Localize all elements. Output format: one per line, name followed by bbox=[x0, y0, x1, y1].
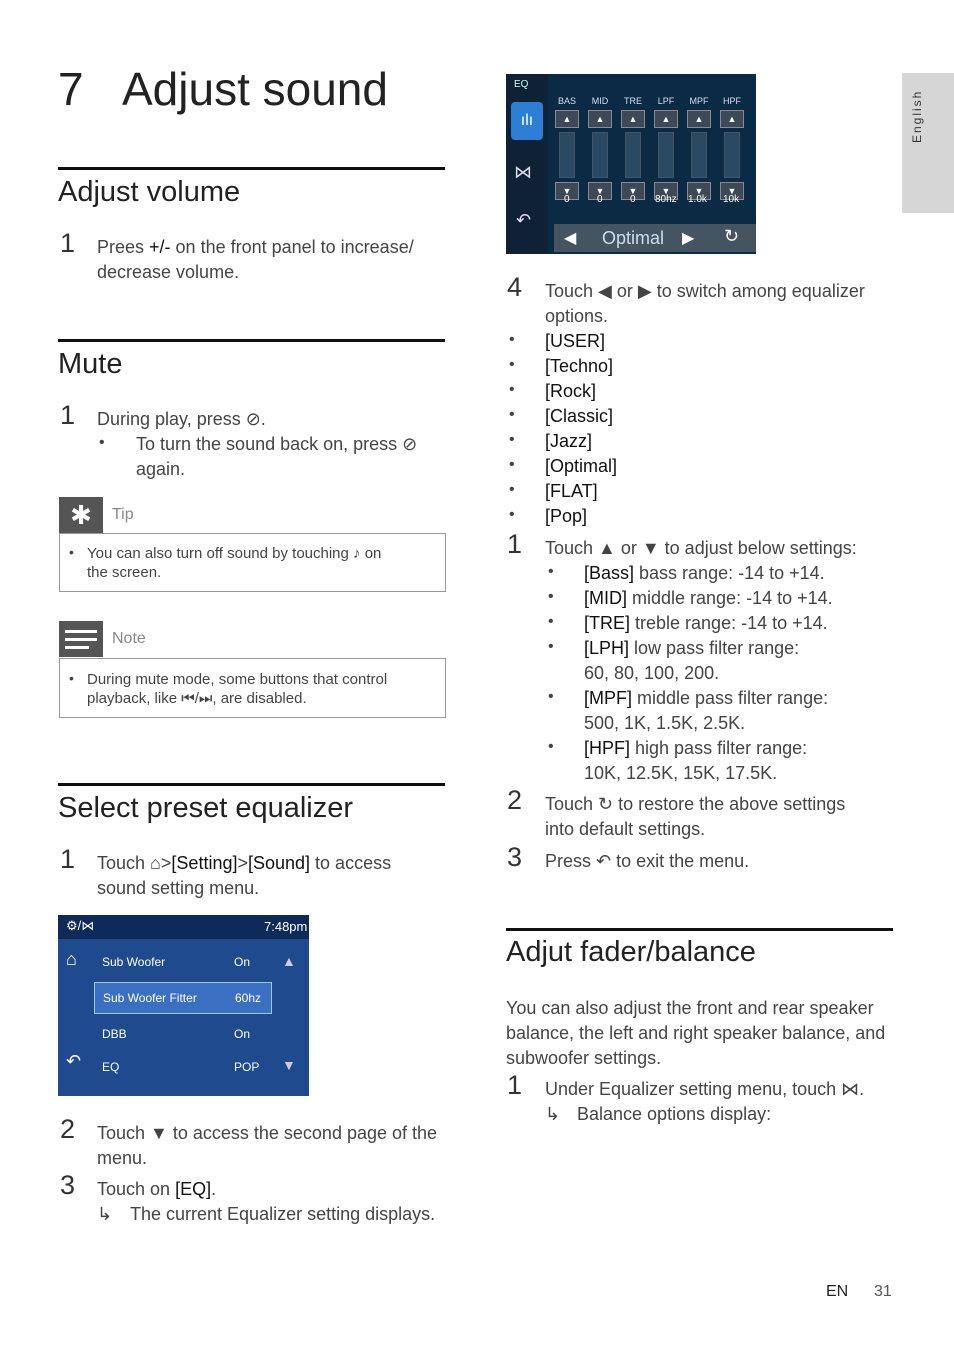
bullet: • bbox=[509, 331, 515, 348]
bullet: • bbox=[548, 563, 554, 580]
step-text: Touch on [EQ]. bbox=[97, 1179, 217, 1199]
bullet: • bbox=[548, 738, 554, 755]
result-arrow-icon: ↳ bbox=[97, 1204, 113, 1224]
bullet: • bbox=[509, 481, 515, 498]
step-number: 2 bbox=[507, 785, 523, 815]
section-rule bbox=[58, 783, 445, 786]
step-number: 1 bbox=[60, 228, 76, 258]
settings-screen bbox=[58, 915, 309, 1096]
balance-icon[interactable]: ⋈ bbox=[514, 162, 532, 182]
scroll-down-icon[interactable]: ▼ bbox=[282, 1057, 296, 1073]
home-icon[interactable]: ⌂ bbox=[66, 949, 77, 969]
bullet: • bbox=[509, 456, 515, 473]
settings-row[interactable]: Sub Woofer On bbox=[102, 955, 251, 969]
settings-row[interactable]: DBB On bbox=[102, 1027, 251, 1041]
eq-preset-name: Optimal bbox=[602, 228, 665, 248]
bullet: • bbox=[69, 544, 74, 560]
step-number: 4 bbox=[507, 272, 523, 302]
eq-option: [Techno] bbox=[545, 356, 614, 376]
language-tab-label: English bbox=[910, 89, 924, 143]
bullet: • bbox=[509, 406, 515, 423]
clock: 7:48pm bbox=[264, 919, 308, 934]
step-text: Under Equalizer setting menu, touch ⋈. bbox=[545, 1079, 865, 1099]
eq-band-slider[interactable]: LPF ▲ ▼ bbox=[653, 96, 679, 216]
step-number: 1 bbox=[507, 529, 523, 559]
step-text: Touch ▼ to access the second page of the bbox=[97, 1123, 438, 1143]
step-text: Touch ▲ or ▼ to adjust below settings: bbox=[545, 538, 857, 558]
result-text: Balance options display: bbox=[577, 1104, 772, 1124]
reset-icon[interactable]: ↻ bbox=[724, 226, 740, 246]
section-rule bbox=[58, 167, 445, 170]
paragraph: balance, the left and right speaker balance, and bbox=[506, 1023, 886, 1043]
settings-top-bar bbox=[58, 915, 309, 939]
bullet: • bbox=[509, 506, 515, 523]
settings-gear-icon: ⚙/⋈ bbox=[66, 918, 95, 933]
back-icon[interactable]: ↶ bbox=[516, 210, 532, 230]
eq-band-value: 0 bbox=[597, 194, 603, 205]
bullet: • bbox=[509, 431, 515, 448]
step-text: Prees +/- on the front panel to increase/ bbox=[97, 237, 414, 257]
eq-setting-range: 10K, 12.5K, 15K, 17.5K. bbox=[584, 763, 778, 783]
step-text: Press ↶ to exit the menu. bbox=[545, 851, 750, 871]
eq-option: [Classic] bbox=[545, 406, 614, 426]
chapter-title: Adjust sound bbox=[122, 63, 388, 115]
tip-icon: ✱ bbox=[59, 497, 103, 533]
step-text: Touch ⌂>[Setting]>[Sound] to access bbox=[97, 853, 392, 873]
chapter-number: 7 bbox=[58, 63, 84, 115]
previous-preset-icon[interactable]: ◀ bbox=[564, 230, 577, 247]
eq-setting-range: 500, 1K, 1.5K, 2.5K. bbox=[584, 713, 746, 733]
bullet: • bbox=[509, 356, 515, 373]
bullet: • bbox=[509, 381, 515, 398]
note-text: During mute mode, some buttons that control bbox=[87, 671, 388, 688]
section-title-fader-balance: Adjut fader/balance bbox=[506, 936, 756, 968]
equalizer-icon[interactable]: ılı bbox=[511, 102, 543, 140]
page-number: 31 bbox=[874, 1283, 892, 1300]
eq-band-slider[interactable]: HPF ▲ ▼ bbox=[719, 96, 745, 216]
sub-step-text: To turn the sound back on, press ⊘ bbox=[136, 434, 418, 454]
eq-band-value: 1.0k bbox=[688, 194, 707, 205]
bullet: • bbox=[548, 588, 554, 605]
bullet: • bbox=[69, 670, 74, 686]
eq-setting: [LPH] low pass filter range: bbox=[584, 638, 800, 658]
eq-option: [Optimal] bbox=[545, 456, 618, 476]
step-number: 1 bbox=[60, 844, 76, 874]
section-title-mute: Mute bbox=[58, 348, 123, 380]
eq-option: [FLAT] bbox=[545, 481, 598, 501]
step-text: options. bbox=[545, 306, 609, 326]
step-number: 3 bbox=[507, 842, 523, 872]
step-number: 1 bbox=[507, 1070, 523, 1100]
result-arrow-icon: ↳ bbox=[545, 1104, 561, 1124]
eq-option: [Pop] bbox=[545, 506, 588, 526]
tip-text: You can also turn off sound by touching ♪ on bbox=[87, 545, 382, 562]
step-number: 2 bbox=[60, 1114, 76, 1144]
scroll-up-icon[interactable]: ▲ bbox=[282, 953, 296, 969]
eq-setting: [HPF] high pass filter range: bbox=[584, 738, 808, 758]
step-text: into default settings. bbox=[545, 819, 706, 839]
eq-band-value: 10k bbox=[723, 194, 740, 205]
settings-row-selected[interactable]: Sub Woofer Fitter 60hz bbox=[94, 982, 272, 1014]
eq-band-slider[interactable]: MID ▲ ▼ bbox=[587, 96, 613, 216]
eq-band-value: 0 bbox=[564, 194, 570, 205]
section-rule bbox=[58, 339, 445, 342]
eq-band-slider[interactable]: MPF ▲ ▼ bbox=[686, 96, 712, 216]
eq-option: [Jazz] bbox=[545, 431, 593, 451]
step-text: Touch ◀ or ▶ to switch among equalizer bbox=[545, 281, 865, 301]
eq-screen bbox=[506, 74, 756, 254]
bullet: • bbox=[548, 688, 554, 705]
step-number: 1 bbox=[60, 400, 76, 430]
eq-band-value: 80hz bbox=[655, 194, 677, 205]
tip-label: Tip bbox=[112, 506, 134, 523]
step-number: 3 bbox=[60, 1170, 76, 1200]
footer-language: EN bbox=[826, 1283, 849, 1300]
note-label: Note bbox=[112, 630, 146, 647]
bullet: • bbox=[99, 434, 105, 451]
step-text: Touch ↻ to restore the above settings bbox=[545, 794, 846, 814]
eq-band-slider[interactable]: TRE ▲ ▼ bbox=[620, 96, 646, 216]
eq-preset-bar bbox=[554, 224, 756, 252]
eq-band-value: 0 bbox=[630, 194, 636, 205]
eq-side-bar bbox=[506, 74, 548, 254]
note-text: playback, like ⏮/⏭, are disabled. bbox=[87, 690, 307, 707]
note-icon bbox=[59, 621, 103, 657]
eq-setting-range: 60, 80, 100, 200. bbox=[584, 663, 720, 683]
eq-setting: [Bass] bass range: -14 to +14. bbox=[584, 563, 825, 583]
sub-step-text: again. bbox=[136, 459, 186, 479]
eq-setting: [MPF] middle pass filter range: bbox=[584, 688, 829, 708]
back-icon[interactable]: ↶ bbox=[66, 1051, 82, 1071]
step-text: menu. bbox=[97, 1148, 148, 1168]
paragraph: subwoofer settings. bbox=[506, 1048, 662, 1068]
bullet: • bbox=[548, 638, 554, 655]
step-text: sound setting menu. bbox=[97, 878, 260, 898]
bullet: • bbox=[548, 613, 554, 630]
step-text: decrease volume. bbox=[97, 262, 240, 282]
section-title-adjust-volume: Adjust volume bbox=[58, 176, 241, 208]
section-title-preset-equalizer: Select preset equalizer bbox=[58, 792, 353, 824]
section-rule bbox=[506, 928, 893, 931]
settings-row[interactable]: EQ POP bbox=[102, 1060, 260, 1074]
eq-band-slider[interactable]: BAS ▲ ▼ bbox=[554, 96, 580, 216]
eq-option: [USER] bbox=[545, 331, 606, 351]
eq-option: [Rock] bbox=[545, 381, 597, 401]
eq-setting: [MID] middle range: -14 to +14. bbox=[584, 588, 833, 608]
paragraph: You can also adjust the front and rear speaker bbox=[506, 998, 874, 1018]
result-text: The current Equalizer setting displays. bbox=[130, 1204, 436, 1224]
tip-text: the screen. bbox=[87, 564, 162, 581]
language-tab bbox=[902, 73, 954, 213]
eq-setting: [TRE] treble range: -14 to +14. bbox=[584, 613, 828, 633]
next-preset-icon[interactable]: ▶ bbox=[682, 230, 695, 247]
step-text: During play, press ⊘. bbox=[97, 409, 266, 429]
eq-title: EQ bbox=[514, 79, 529, 90]
